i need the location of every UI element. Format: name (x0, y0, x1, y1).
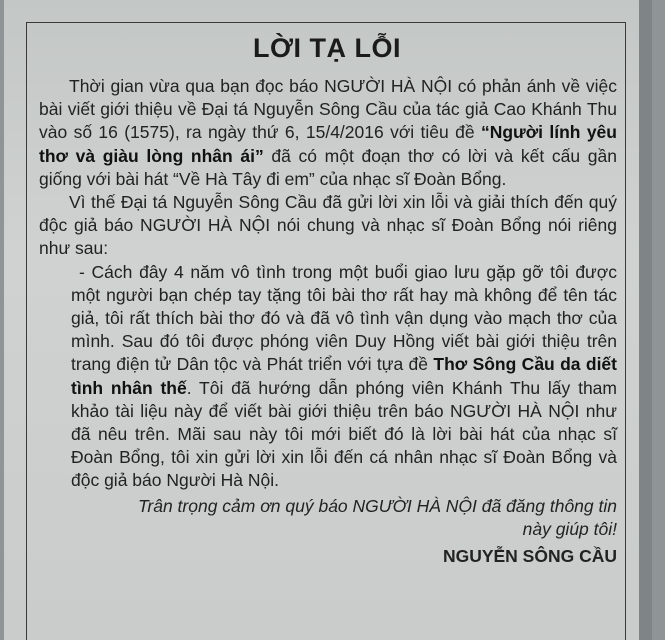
apology-text-c: . Tôi đã hướng dẫn phóng viên Khánh Thu lấy tham khảo tài liệu này để viết bài giới thiệu trên báo NGƯỜI HÀ NỘI như đã nêu trên. Mãi sau này tôi mới biết đó là lời bài hát của nhạc sĩ Đoàn Bổng, tôi xin gửi lời xin lỗi đến cá nhân nhạc sĩ Đoàn Bổng và độc giả báo Người Hà Nội. (71, 377, 617, 491)
paragraph-intro-text-a: Thời gian vừa qua bạn đọc báo NGƯỜI HÀ NỘI có phản ánh về việc bài viết giới thiệu về Đại tá Nguyễn Sông Cầu của tác giả Cao Khánh Thu vào số 16 (1575), ra ngày thứ 6, 15/4/2016 với tiêu đề (39, 76, 617, 143)
paragraph-intro-text-c: đã có một đoạn thơ có lời và kết cấu gần giống với bài hát “Về Hà Tây đi em” của nhạc sĩ Đoàn Bổng. (39, 145, 617, 189)
adjacent-column-edge (639, 0, 652, 640)
closing-thanks (71, 495, 617, 541)
apology-paragraph (71, 261, 617, 493)
apology-statement (39, 261, 617, 569)
notice-title: LỜI TẠ LỖI (252, 33, 401, 63)
article-title-bold: “Người lính yêu thơ và giàu lòng nhân ái” (39, 122, 617, 166)
web-article-title-bold: Thơ Sông Cầu da diết tình nhân thế (71, 354, 617, 398)
paragraph-intro (39, 75, 617, 191)
apology-text-a: - Cách đây 4 năm vô tình trong một buổi giao lưu gặp gỡ tôi được một người bạn chép tay tặng tôi bài thơ rất hay mà không để tên tác giả, tôi rất thích bài thơ đó và đã vô tình vận dụng vào mạch thơ của mình. Sau đó tôi được phóng viên Duy Hồng viết bài giới thiệu trên trang điện tử Dân tộc và Phát triển với tựa đề (71, 261, 617, 375)
closing-text: Trân trọng cảm ơn quý báo NGƯỜI HÀ NỘI đã đăng thông tin này giúp tôi! (138, 495, 617, 539)
signature: NGUYỄN SÔNG CẦU (442, 546, 617, 567)
newspaper-page (4, 0, 652, 640)
notice-box (26, 22, 626, 640)
notice-body (39, 75, 617, 568)
paragraph-explanation: Vì thế Đại tá Nguyễn Sông Cầu đã gửi lời xin lỗi và giải thích đến quý độc giả báo NGƯỜI HÀ NỘI nói chung và nhạc sĩ Đoàn Bổng nói riêng như sau: (39, 192, 617, 259)
